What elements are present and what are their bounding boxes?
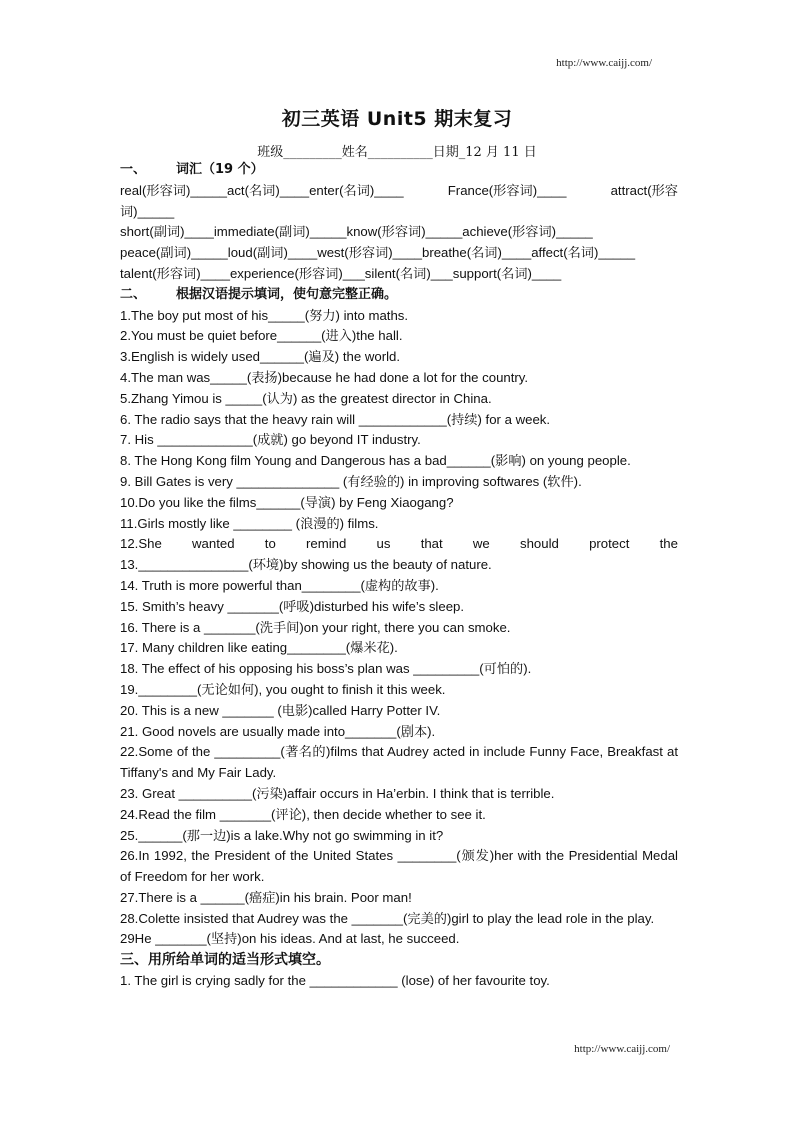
question-3: 3.English is widely used______(遍及) the world.	[120, 349, 401, 365]
question-5: 5.Zhang Yimou is _____(认为) as the greatest director in China.	[120, 390, 492, 406]
word: that	[420, 536, 443, 552]
question-18: 18. The effect of his opposing his boss’s plan was _________(可怕的).	[120, 661, 532, 677]
class-name-date-line: 班级_________姓名__________日期_12 月 11 日	[257, 145, 537, 160]
question-12-continued: 13._______________(环境)by showing us the beauty of nature.	[120, 557, 492, 573]
page-title: 初三英语 Unit5 期末复习	[281, 108, 513, 130]
section-number: 二、	[120, 286, 147, 302]
section-3-question-1: 1. The girl is crying sadly for the ____________ (lose) of her favourite toy.	[120, 973, 550, 989]
word: wanted	[192, 536, 235, 552]
footer-url[interactable]: http://www.caijj.com/	[574, 1043, 670, 1055]
vocab-item: real(形容词)_____act(名词)____enter(名词)____	[120, 182, 404, 198]
vocab-item: attract(形容	[610, 182, 678, 198]
vocab-row-1	[120, 181, 678, 202]
question-16: 16. There is a _______(洗手间)on your right, there you can smoke.	[120, 619, 511, 635]
word: the	[659, 536, 678, 552]
section-2-heading	[120, 285, 678, 306]
vocab-row-4: talent(形容词)____experience(形容词)___silent(名词)___support(名词)____	[120, 265, 562, 281]
word: to	[264, 536, 276, 552]
section-title: 根据汉语提示填词，使句意完整正确。	[176, 286, 398, 302]
question-6: 6. The radio says that the heavy rain will ____________(持续) for a week.	[120, 411, 551, 427]
question-2: 2.You must be quiet before______(进入)the hall.	[120, 328, 403, 344]
question-26: 26.In 1992, the President of the United States ________(颁发)her with the Presidential Medal of Freedom for her work.	[120, 848, 678, 885]
word: protect	[589, 536, 630, 552]
question-11: 11.Girls mostly like ________ (浪漫的) films.	[120, 515, 379, 531]
question-22: 22.Some of the _________(著名的)films that Audrey acted in include Funny Face, Breakfast at Tiffany's and My Fair Lady.	[120, 744, 678, 781]
question-27: 27.There is a ______(癌症)in his brain. Poor man!	[120, 889, 412, 905]
question-8: 8. The Hong Kong film Young and Dangerous has a bad______(影响) on young people.	[120, 453, 631, 469]
question-14: 14. Truth is more powerful than________(虚构的故事).	[120, 577, 439, 593]
vocab-row-2: short(副词)____immediate(副词)_____know(形容词)_____achieve(形容词)_____	[120, 224, 593, 240]
word: should	[519, 536, 559, 552]
question-23: 23. Great __________(污染)affair occurs in Ha’erbin. I think that is terrible.	[120, 785, 555, 801]
section-3-heading: 三、用所给单词的适当形式填空。	[120, 952, 330, 969]
question-24: 24.Read the film _______(评论), then decide whether to see it.	[120, 806, 486, 822]
header-url[interactable]: http://www.caijj.com/	[556, 57, 652, 69]
question-1: 1.The boy put most of his_____(努力) into maths.	[120, 307, 409, 323]
question-7: 7. His _____________(成就) go beyond IT industry.	[120, 432, 421, 448]
question-19: 19.________(无论如何), you ought to finish it this week.	[120, 681, 446, 697]
word: remind	[306, 536, 347, 552]
section-1-heading	[120, 160, 678, 181]
vocab-row-3: peace(副词)_____loud(副词)____west(形容词)____breathe(名词)____affect(名词)_____	[120, 245, 636, 261]
word: 12.She	[120, 536, 162, 552]
vocab-item: France(形容词)____	[447, 182, 567, 198]
question-15: 15. Smith’s heavy _______(呼吸)disturbed his wife’s sleep.	[120, 598, 465, 614]
worksheet-body	[120, 160, 678, 992]
question-29: 29He _______(坚持)on his ideas. And at last, he succeed.	[120, 931, 460, 947]
section-title: 词汇（19 个）	[176, 162, 264, 177]
question-20: 20. This is a new _______ (电影)called Harry Potter IV.	[120, 702, 441, 718]
question-10: 10.Do you like the films______(导演) by Feng Xiaogang?	[120, 494, 454, 510]
question-9: 9. Bill Gates is very ______________ (有经验的) in improving softwares (软件).	[120, 473, 582, 489]
question-28: 28.Colette insisted that Audrey was the _______(完美的)girl to play the lead role in the play.	[120, 910, 655, 926]
question-4: 4.The man was_____(表扬)because he had done a lot for the country.	[120, 369, 529, 385]
word: we	[472, 536, 490, 552]
question-21: 21. Good novels are usually made into_______(剧本).	[120, 723, 436, 739]
vocab-row-1-continued: 词)_____	[120, 203, 175, 219]
section-number: 一、	[120, 162, 147, 177]
question-12	[120, 534, 678, 555]
question-25: 25.______(那一边)is a lake.Why not go swimming in it?	[120, 827, 444, 843]
word: us	[376, 536, 391, 552]
question-17: 17. Many children like eating________(爆米花).	[120, 640, 398, 656]
